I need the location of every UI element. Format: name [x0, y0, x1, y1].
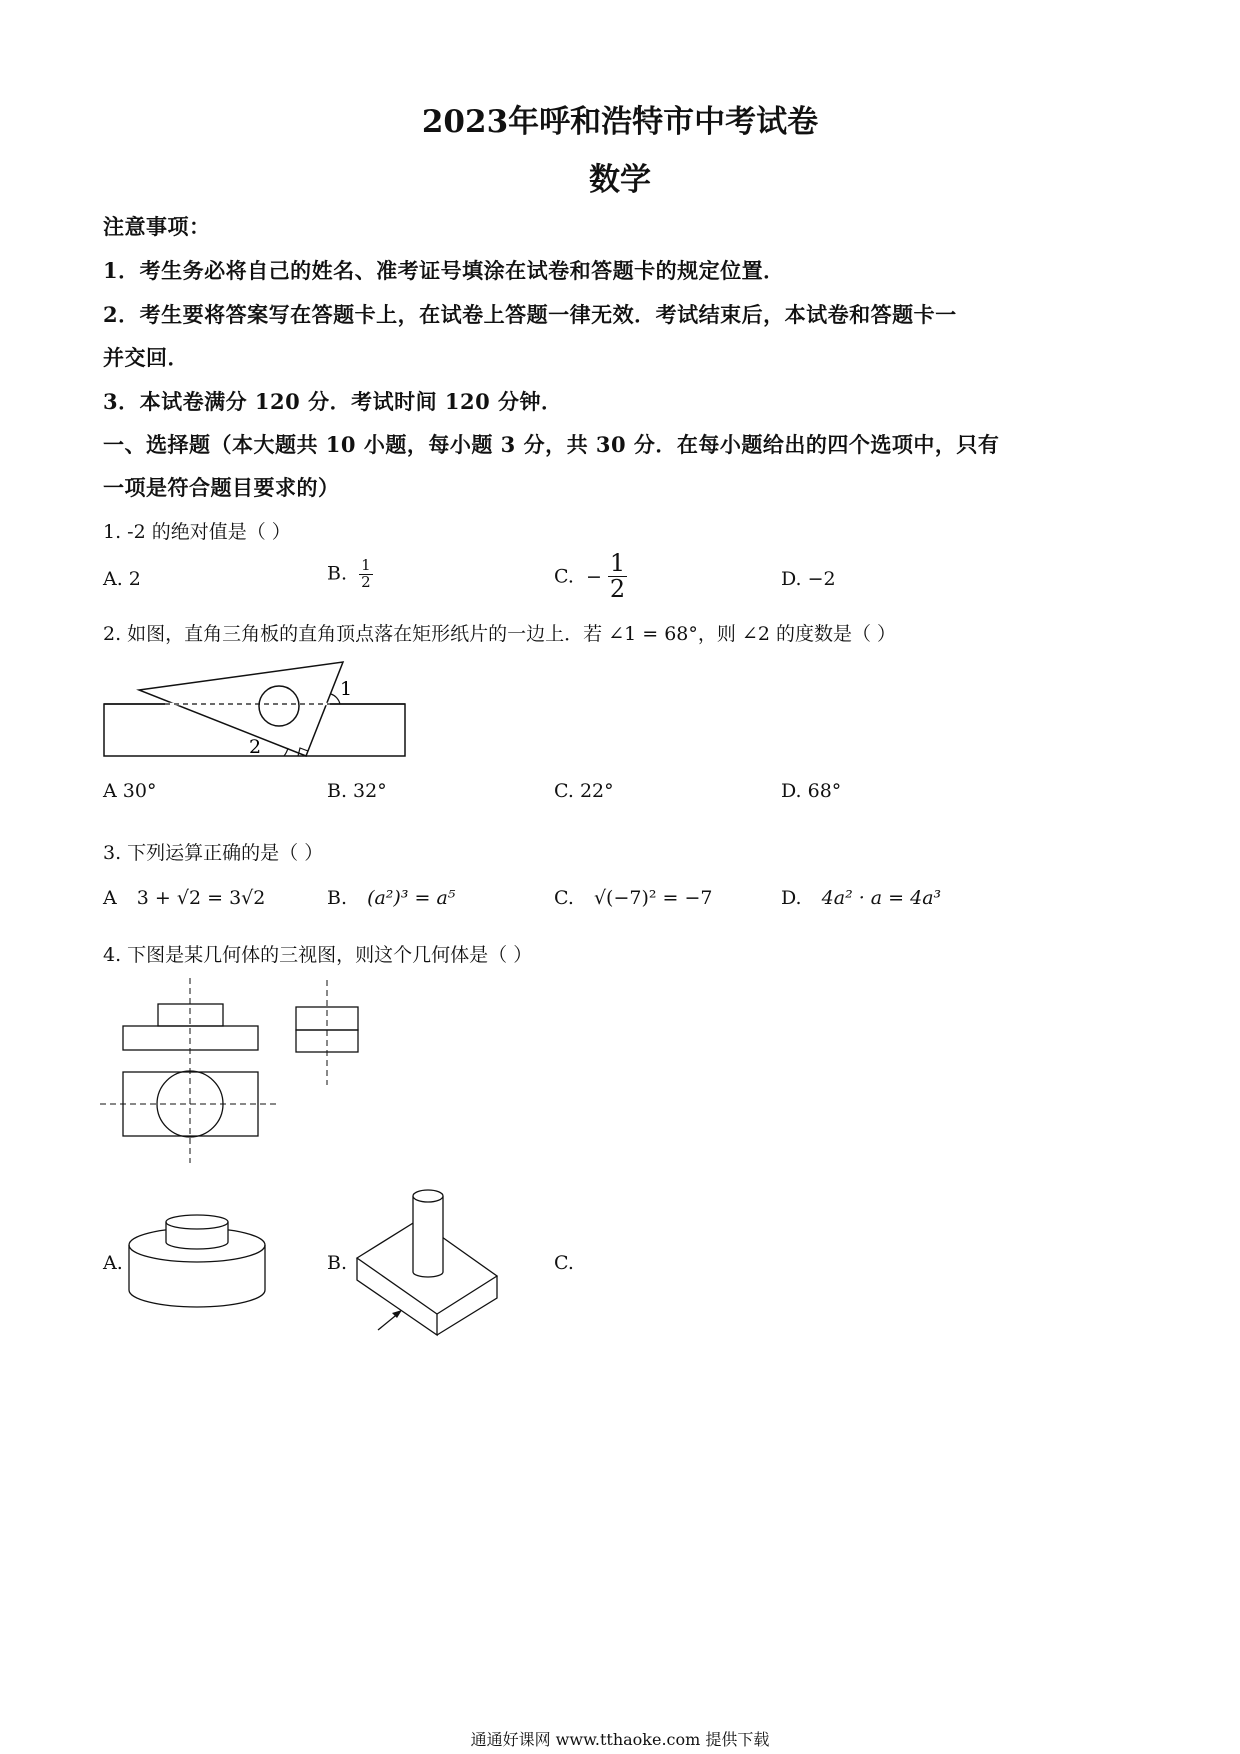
notice-item-3: 3．本试卷满分 120 分．考试时间 120 分钟．	[103, 389, 563, 414]
angle-label-1: 1	[340, 678, 353, 700]
option-label: C.	[554, 887, 574, 909]
question-2-option-d: D. 68°	[781, 780, 842, 802]
question-2-option-b: B. 32°	[327, 780, 387, 802]
fraction-numerator: 1	[609, 549, 626, 577]
option-label: B.	[327, 887, 348, 909]
question-1-option-d: D. −2	[781, 568, 836, 590]
cylinder-mask	[413, 1196, 443, 1274]
angle-label-2: 2	[249, 736, 262, 758]
large-cylinder-body	[129, 1245, 265, 1307]
section-heading-line-2: 一项是符合题目要求的）	[103, 475, 340, 500]
exam-subject: 数学	[589, 162, 651, 198]
question-1-stem: 1. -2 的绝对值是（ ）	[103, 521, 291, 543]
fraction-denominator: 2	[361, 572, 371, 591]
question-2-option-c: C. 22°	[554, 780, 614, 802]
question-4-option-a: A.	[103, 1252, 123, 1274]
question-1-option-a: A. 2	[103, 568, 141, 590]
cylinder-top	[413, 1190, 443, 1202]
notice-heading: 注意事项：	[103, 214, 211, 239]
option-c-label: C.	[554, 565, 574, 588]
minus-sign: −	[585, 565, 602, 588]
math-expression: √(−7)² = −7	[593, 887, 713, 909]
small-cylinder-body	[166, 1222, 228, 1249]
math-expression: (a²)³ = a⁵	[367, 887, 456, 909]
notice-item-2-cont: 并交回．	[103, 345, 189, 370]
option-label: A	[103, 887, 117, 909]
box-side-face	[437, 1276, 497, 1335]
notice-item-2: 2．考生要将答案写在答题卡上，在试卷上答题一律无效．考试结束后，本试卷和答题卡一	[103, 302, 957, 327]
notice-item-1: 1．考生务必将自己的姓名、准考证号填涂在试卷和答题卡的规定位置．	[103, 258, 785, 283]
option-b-label: B.	[327, 562, 348, 585]
question-3-stem: 3. 下列运算正确的是（ ）	[103, 842, 324, 864]
option-label: D.	[781, 887, 802, 909]
question-4-option-b: B.	[327, 1252, 348, 1274]
exam-title: 2023年呼和浩特市中考试卷	[421, 104, 819, 140]
fraction-numerator: 1	[361, 556, 371, 574]
question-4-stem: 4. 下图是某几何体的三视图，则这个几何体是（ ）	[103, 944, 533, 966]
fraction-denominator: 2	[609, 575, 626, 604]
page-footer: 通通好课网 www.tthaoke.com 提供下载	[470, 1730, 770, 1749]
question-2-stem: 2. 如图，直角三角板的直角顶点落在矩形纸片的一边上．若 ∠1 = 68°，则 ∠2 的度数是（ ）	[103, 623, 897, 645]
section-heading-line-1: 一、选择题（本大题共 10 小题，每小题 3 分，共 30 分．在每小题给出的四个选项中，只有	[103, 432, 1000, 457]
question-4-option-c: C.	[554, 1252, 574, 1274]
math-expression: 4a² · a = 4a³	[821, 887, 942, 909]
question-2-option-a: A 30°	[103, 780, 157, 802]
math-expression: 3 + √2 = 3√2	[136, 887, 266, 909]
